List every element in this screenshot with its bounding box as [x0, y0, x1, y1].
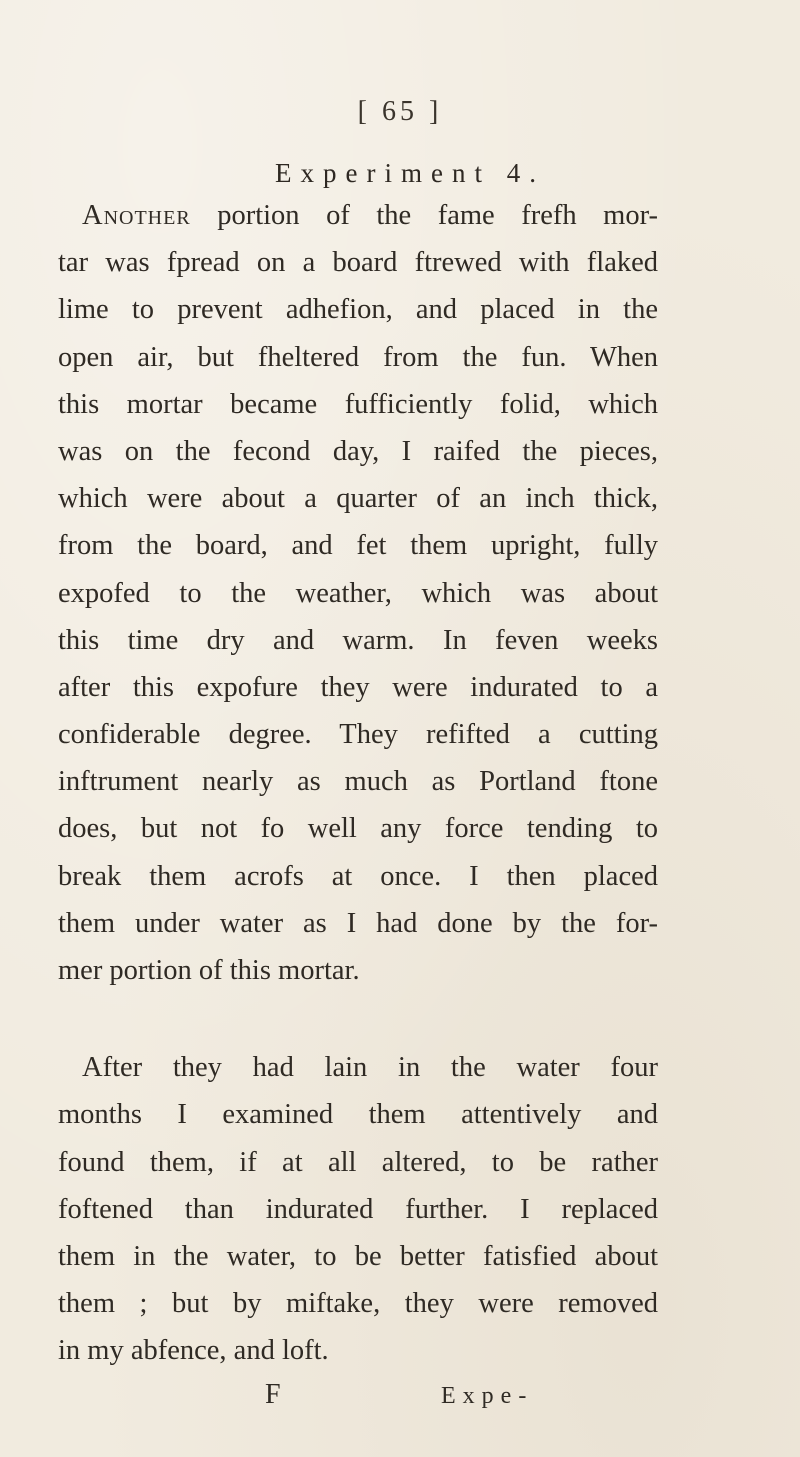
text-line: this mortar became fufficiently folid, which	[58, 388, 658, 420]
text-line: them under water as I had done by the for-	[58, 907, 658, 939]
text-line: was on the fecond day, I raifed the pieces,	[58, 435, 658, 467]
text-line: confiderable degree. They refifted a cutting	[58, 719, 658, 751]
text-line: After they had lain in the water four	[82, 1052, 658, 1084]
text-line: found them, if at all altered, to be rather	[58, 1146, 658, 1178]
text-line: inftrument nearly as much as Portland ftone	[58, 766, 658, 798]
text-line: break them acrofs at once. I then placed	[58, 860, 658, 892]
text-line: after this expofure they were indurated to a	[58, 671, 658, 703]
text-line: mer portion of this mortar.	[58, 955, 360, 986]
text-line: which were about a quarter of an inch thick,	[58, 483, 658, 515]
text-line: lime to prevent adhefion, and placed in the	[58, 294, 658, 326]
text-line: open air, but fheltered from the fun. When	[58, 341, 658, 373]
text-line: does, but not fo well any force tending to	[58, 813, 658, 845]
body-text	[58, 192, 658, 1415]
text-line: this time dry and warm. In feven weeks	[58, 624, 658, 656]
text-line: them in the water, to be better fatisfied about	[58, 1240, 658, 1272]
text-line: them ; but by miftake, they were removed	[58, 1288, 658, 1320]
page-number: [ 65 ]	[357, 96, 443, 127]
text-line: foftened than indurated further. I replaced	[58, 1193, 658, 1225]
section-heading: Experiment 4.	[275, 158, 545, 188]
signature-mark: F	[265, 1378, 281, 1410]
text-line: from the board, and fet them upright, fully	[58, 530, 658, 562]
page-footer	[58, 1375, 658, 1415]
text-line: months I examined them attentively and	[58, 1099, 658, 1131]
catchword: Expe-	[441, 1382, 534, 1409]
text-line: Another portion of the fame frefh mor-	[82, 200, 658, 231]
paragraph-gap	[58, 994, 658, 1044]
text-line: tar was fpread on a board ftrewed with flaked	[58, 247, 658, 279]
lead-word: Another	[82, 200, 191, 231]
text-line: in my abfence, and loft.	[58, 1335, 329, 1367]
text-line: expofed to the weather, which was about	[58, 577, 658, 609]
